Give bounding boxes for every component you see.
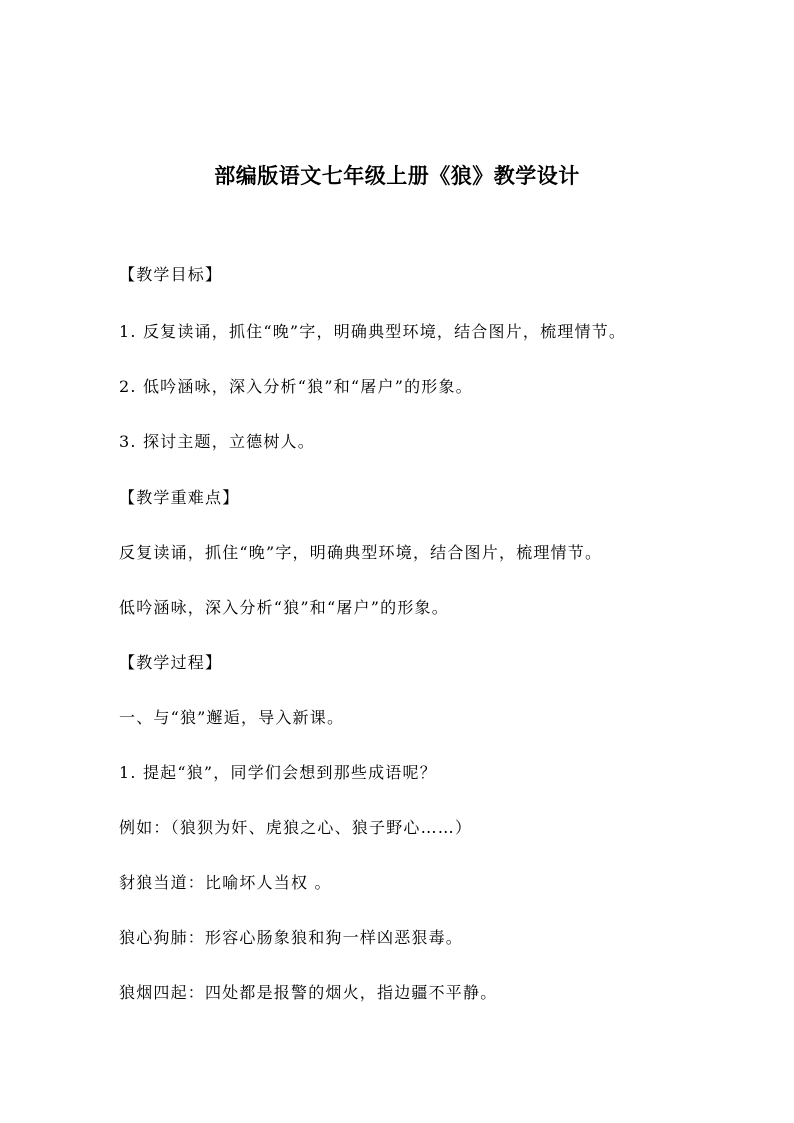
section-heading-teaching-process: 【教学过程】 bbox=[119, 653, 223, 672]
objective-item-3: 3. 探讨主题，立德树人。 bbox=[119, 432, 315, 451]
objective-item-1: 1. 反复读诵，抓住“晚”字，明确典型环境，结合图片，梳理情节。 bbox=[119, 322, 627, 341]
document-title: 部编版语文七年级上册《狼》教学设计 bbox=[214, 164, 580, 188]
process-step-heading-1: 一、与“狼”邂逅，导入新课。 bbox=[119, 708, 345, 727]
key-point-2: 低吟涵咏，深入分析“狼”和“屠户”的形象。 bbox=[119, 598, 449, 617]
idiom-definition-1: 豺狼当道：比喻坏人当权 。 bbox=[119, 873, 332, 892]
idiom-examples: 例如：（狼狈为奸、虎狼之心、狼子野心……） bbox=[119, 818, 473, 837]
key-point-1: 反复读诵，抓住“晚”字，明确典型环境，结合图片，梳理情节。 bbox=[119, 543, 603, 562]
objective-item-2: 2. 低吟涵咏，深入分析“狼”和“屠户”的形象。 bbox=[119, 377, 473, 396]
section-heading-key-points: 【教学重难点】 bbox=[119, 488, 240, 507]
idiom-definition-2: 狼心狗肺：形容心肠象狼和狗一样凶恶狠毒。 bbox=[119, 928, 464, 947]
idiom-definition-3: 狼烟四起：四处都是报警的烟火，指边疆不平静。 bbox=[119, 983, 498, 1002]
process-question-1: 1. 提起“狼”，同学们会想到那些成语呢？ bbox=[119, 763, 437, 782]
section-heading-teaching-objectives: 【教学目标】 bbox=[119, 265, 223, 284]
